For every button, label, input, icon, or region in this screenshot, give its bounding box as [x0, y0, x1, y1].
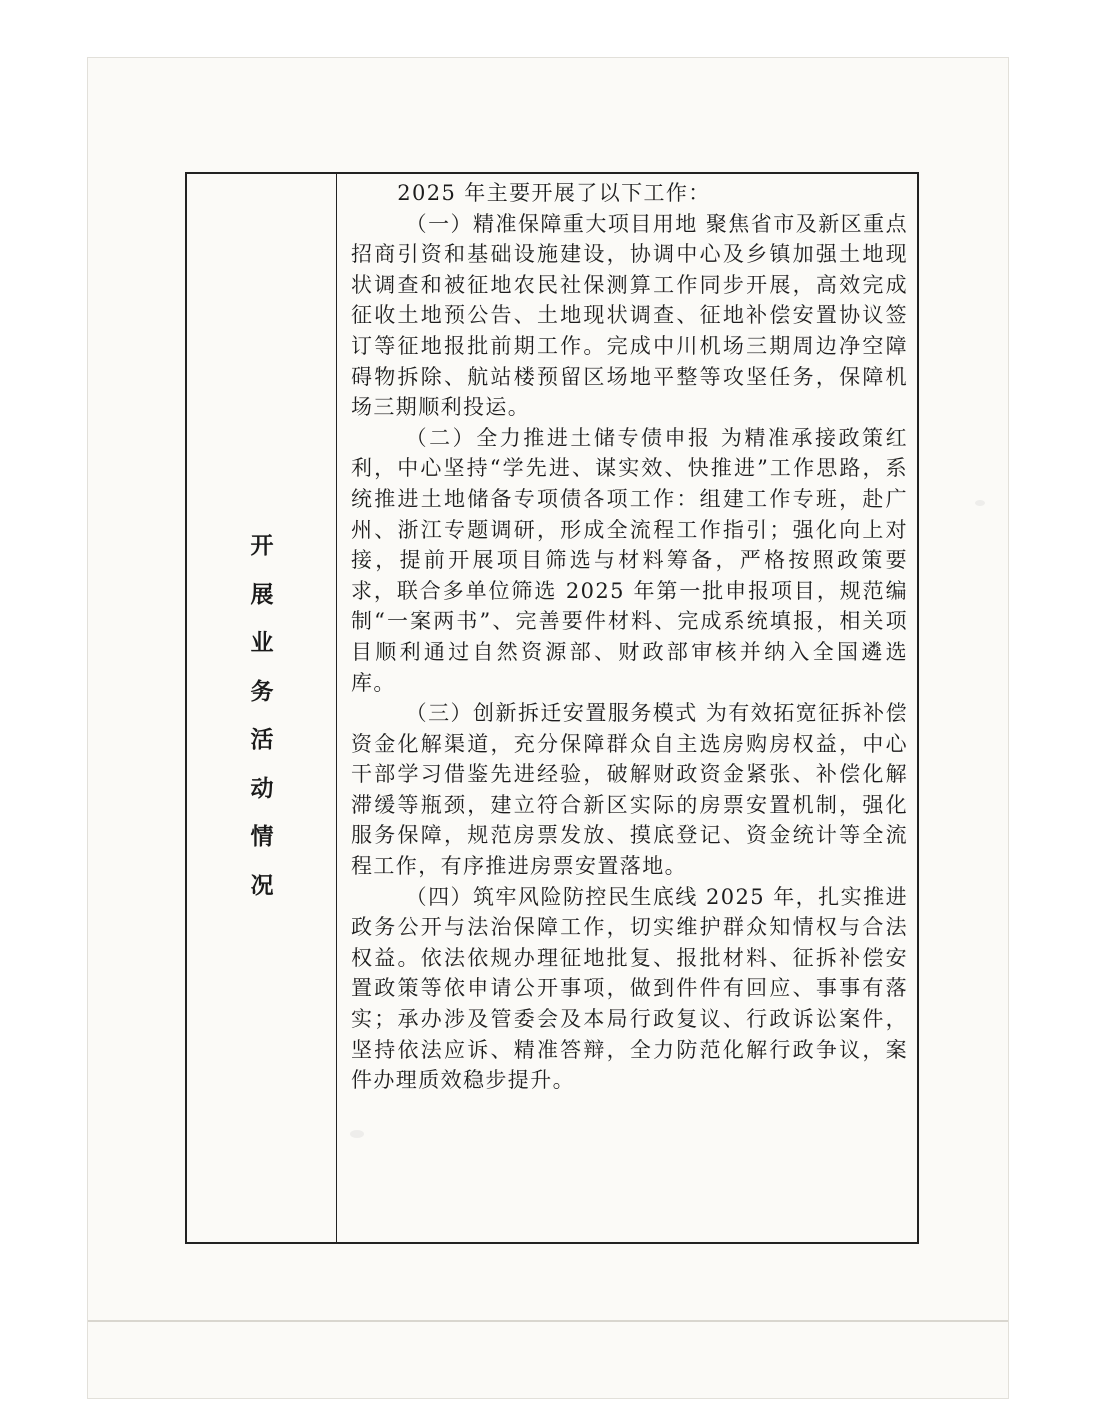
paragraph-resettlement: （三）创新拆迁安置服务模式 为有效拓宽征拆补偿资金化解渠道，充分保障群众自主选房购房权益，中心干部学习借鉴先进经验，破解财政资金紧张、补偿化解滞缓等瓶颈，建立符合新区实际的房票安置机制，强化服务保障，规范房票发放、摸底登记、资金统计等全流程工作，有序推进房票安置落地。 — [351, 701, 908, 879]
paragraph-special-bond: （二）全力推进土储专债申报 为精准承接政策红利，中心坚持“学先进、谋实效、快推进”工作思路，系统推进土地储备专项债各项工作：组建工作专班，赴广州、浙江专题调研，形成全流程工作指引；强化向上对接，提前开展项目筛选与材料筹备，严格按照政策要求，联合多单位筛选 2025 年第一批申报项目，规范编制“一案两书”、完善要件材料、完成系统填报，相关项目顺利通过自然资源部、财政部审核并纳入全国遴选库。 — [351, 425, 908, 695]
label-char: 况 — [250, 871, 274, 899]
label-char: 开 — [250, 532, 274, 559]
paragraph-land-guarantee: （一）精准保障重大项目用地 聚焦省市及新区重点招商引资和基础设施建设，协调中心及乡镇加强土地现状调查和被征地农民社保测算工作同步开展，高效完成征收土地预公告、土地现状调查、征地补偿安置协议签订等征地报批前期工作。完成中川机场三期周边净空障碍物拆除、航站楼预留区场地平整等攻坚任务，保障机场三期顺利投运。 — [351, 211, 908, 420]
label-column — [187, 174, 337, 1242]
label-char: 活 — [250, 726, 274, 753]
label-char: 动 — [250, 774, 274, 802]
intro-paragraph: 2025 年主要开展了以下工作： — [397, 181, 711, 205]
vertical-label — [187, 522, 337, 910]
label-char: 务 — [250, 677, 274, 705]
activity-form-table — [185, 172, 919, 1244]
content-column — [337, 174, 917, 1242]
paper-fold-line — [88, 1320, 1008, 1322]
label-char: 情 — [250, 823, 274, 850]
label-char: 展 — [250, 580, 274, 608]
bleed-through-smudge — [350, 1130, 364, 1138]
paragraph-risk-control: （四）筑牢风险防控民生底线 2025 年，扎实推进政务公开与法治保障工作，切实维护群众知情权与合法权益。依法依规办理征地批复、报批材料、征拆补偿安置政策等依申请公开事项，做到件件有回应、事事有落实；承办涉及管委会及本局行政复议、行政诉讼案件，坚持依法应诉、精准答辩，全力防范化解行政争议，案件办理质效稳步提升。 — [351, 884, 908, 1093]
bleed-through-smudge — [975, 500, 985, 506]
label-char: 业 — [250, 629, 274, 656]
